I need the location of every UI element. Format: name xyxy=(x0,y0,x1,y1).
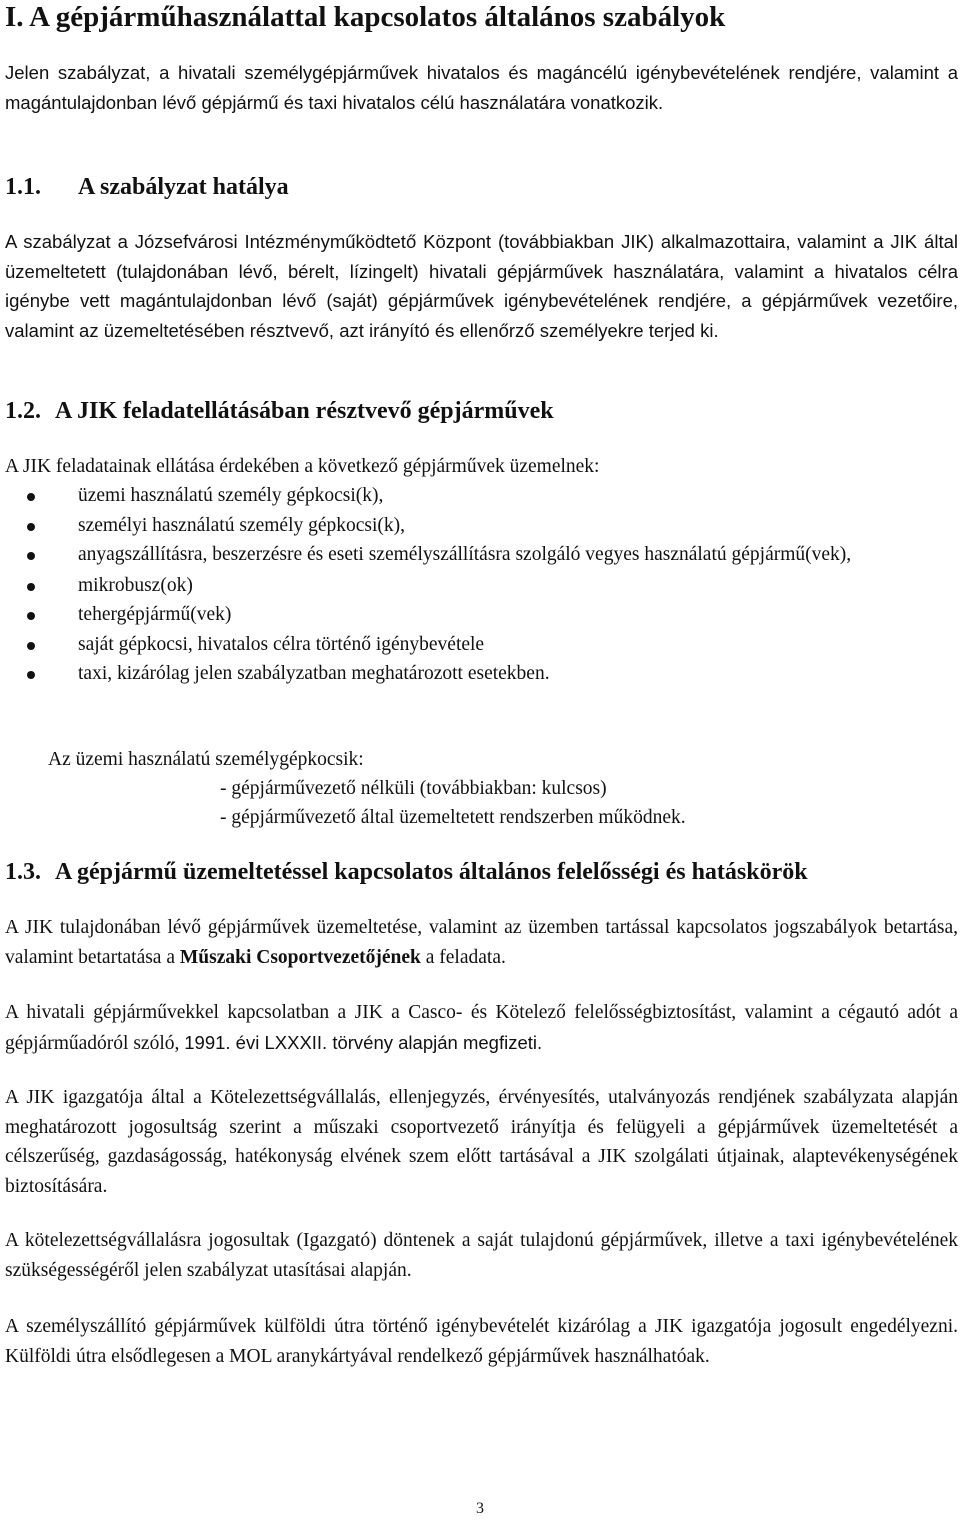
section-number: 1.3. xyxy=(5,859,41,885)
section-number: 1.1. xyxy=(5,174,41,200)
page-number: 3 xyxy=(476,1500,484,1517)
section-1-3-paragraph-4: A kötelezettségvállalásra jogosultak (Igazgató) döntenek a saját tulajdonú gépjárművek, illetve a taxi igénybevételének szükségességéről jelen szabályzat utasításai alapján. xyxy=(5,1230,958,1281)
section-1-3-paragraph-5: A személyszállító gépjárművek külföldi útra történő igénybevételét kizárólag a JIK igazgatója jogosult engedélyezni. Külföldi útra elsődlegesen a MOL aranykártyával rendelkező gépjárművek használhatóak. xyxy=(5,1316,958,1367)
intro-paragraph: Jelen szabályzat, a hivatali személygépjárművek hivatalos és magáncélú igénybevételének rendjére, valamint a magántulajdonban lévő gépjármű és taxi hivatalos célú használatára vonatkozik. xyxy=(5,62,958,113)
section-1-2-lead: A JIK feladatainak ellátása érdekében a következő gépjárművek üzemelnek: xyxy=(5,456,600,477)
bullet-icon xyxy=(27,552,35,560)
bullet-icon xyxy=(27,583,35,591)
list-item: üzemi használatú személy gépkocsi(k), xyxy=(5,481,958,511)
section-1-1-heading xyxy=(5,172,289,202)
section-1-2-heading xyxy=(5,396,554,426)
bullet-icon xyxy=(27,671,35,679)
bullet-icon xyxy=(27,493,35,501)
chapter-title: I. A gépjárműhasználattal kapcsolatos általános szabályok xyxy=(5,1,726,33)
section-1-1-text: A szabályzat a Józsefvárosi Intézményműködtető Központ (továbbiakban JIK) alkalmazottaira, valamint a JIK által üzemeltetett (tulajdonában lévő, bérelt, lízingelt) hivatali gépjárművek használatára, valamint a hivatalos célra igénybe vett magántulajdonban lévő (saját) gépjárművek igénybevételének rendjére, a gépjárművek vezetőire, valamint az üzemeltetésében résztvevő, azt irányító és ellenőrző személyekre terjed ki. xyxy=(5,231,958,341)
section-1-3-paragraph-3: A JIK igazgatója által a Kötelezettségvállalás, ellenjegyzés, érvényesítés, utalványozás rendjének szabályzata alapján meghatározott jogosultság szerint a műszaki csoportvezető irányítja és felügyeli a gépjárművek üzemeltetését a célszerűség, gazdaságosság, hatékonyság elvének szem előtt tartásával a JIK szolgálati útjainak, alaptevékenységének biztosítására. xyxy=(5,1087,958,1197)
bullet-icon xyxy=(27,612,35,620)
list-item: anyagszállításra, beszerzésre és eseti személyszállításra szolgáló vegyes használatú gépjármű(vek), xyxy=(5,540,958,570)
list-item: mikrobusz(ok) xyxy=(5,571,958,601)
section-title: A szabályzat hatálya xyxy=(78,174,289,200)
sub-item: - gépjárművezető által üzemeltetett rendszerben működnek. xyxy=(220,807,686,828)
section-title: A gépjármű üzemeltetéssel kapcsolatos általános felelősségi és hatáskörök xyxy=(55,859,808,885)
bullet-icon xyxy=(27,642,35,650)
list-item: taxi, kizárólag jelen szabályzatban meghatározott esetekben. xyxy=(5,659,958,689)
sub-item: - gépjárművezető nélküli (továbbiakban: kulcsos) xyxy=(220,778,607,799)
vehicle-list xyxy=(5,481,958,689)
section-1-3-heading xyxy=(5,857,808,887)
law-reference: 1991. évi LXXXII. törvény alapján megfizeti. xyxy=(184,1031,543,1053)
responsible-role: Műszaki Csoportvezetőjének xyxy=(179,946,421,968)
section-1-3-paragraph-2: A hivatali gépjárművekkel kapcsolatban a JIK a Casco- és Kötelező felelősségbiztosítást, valamint a cégautó adót a gépjárműadóról szóló, 1991. évi LXXXII. törvény alapján megfizeti. xyxy=(5,1002,958,1054)
list-item: tehergépjármű(vek) xyxy=(5,600,958,630)
section-1-3-paragraph-1: A JIK tulajdonában lévő gépjárművek üzemeltetése, valamint az üzemben tartással kapcsolatos jogszabályok betartása, valamint betartatása a Műszaki Csoportvezetőjének a feladata. xyxy=(5,917,958,968)
section-number: 1.2. xyxy=(5,398,41,424)
section-title: A JIK feladatellátásában résztvevő gépjárművek xyxy=(55,398,554,424)
list-item: saját gépkocsi, hivatalos célra történő igénybevétele xyxy=(5,630,958,660)
list-item: személyi használatú személy gépkocsi(k), xyxy=(5,511,958,541)
sub-heading: Az üzemi használatú személygépkocsik: xyxy=(48,749,364,770)
bullet-icon xyxy=(27,523,35,531)
